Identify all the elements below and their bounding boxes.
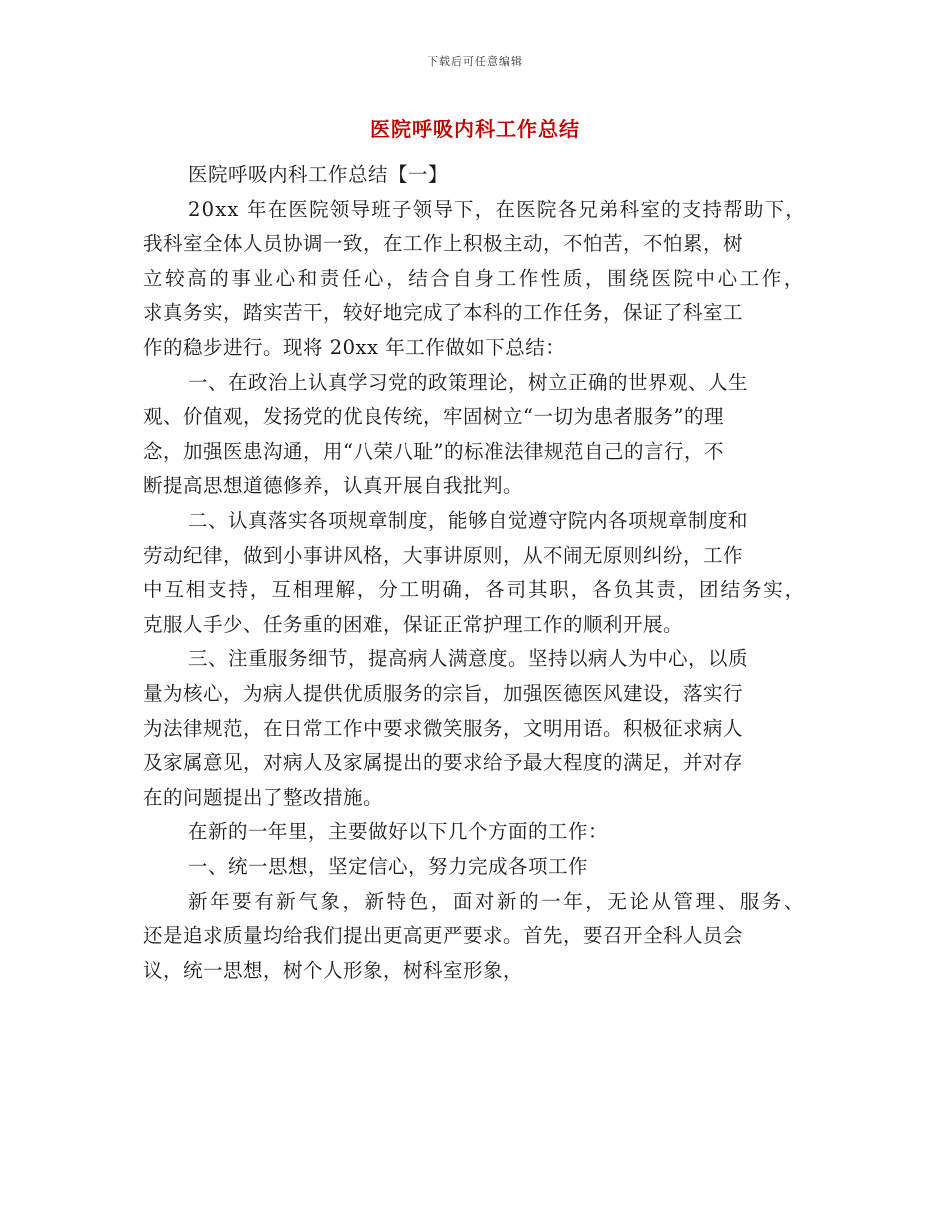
- paragraph-line: 劳动纪律，做到小事讲风格，大事讲原则，从不闹无原则纠纷，工作: [143, 543, 744, 567]
- paragraph-line: 20xx 年在医院领导班子领导下，在医院各兄弟科室的支持帮助下，: [188, 197, 806, 221]
- header-note: 下载后可任意编辑: [427, 55, 523, 68]
- paragraph-line: 二、认真落实各项规章制度，能够自觉遵守院内各项规章制度和: [188, 509, 749, 532]
- paragraph-line: 我科室全体人员协调一致，在工作上积极主动，不怕苦，不怕累，树: [143, 232, 744, 256]
- paragraph-line: 医院呼吸内科工作总结【一】: [188, 163, 449, 186]
- paragraph-line: 在新的一年里，主要做好以下几个方面的工作：: [188, 820, 609, 844]
- paragraph-line: 在的问题提出了整改措施。: [143, 785, 384, 809]
- paragraph-line: 新年要有新气象，新特色，面对新的一年，无论从管理、服务、: [188, 889, 806, 913]
- paragraph-line: 求真务实，踏实苦干，较好地完成了本科的工作任务，保证了科室工: [143, 301, 744, 325]
- paragraph-line: 立较高的事业心和责任心，结合自身工作性质，围绕医院中心工作，: [143, 266, 806, 290]
- paragraph-line: 克服人手少、任务重的困难，保证正常护理工作的顺利开展。: [143, 612, 684, 636]
- paragraph-line: 作的稳步进行。现将 20xx 年工作做如下总结：: [143, 336, 566, 359]
- paragraph-line: 念，加强医患沟通，用“八荣八耻”的标准法律规范自己的言行，不: [143, 439, 724, 463]
- paragraph-line: 一、统一思想，坚定信心，努力完成各项工作: [188, 855, 589, 878]
- paragraph-line: 量为核心，为病人提供优质服务的宗旨，加强医德医风建设，落实行: [143, 682, 744, 705]
- paragraph-line: 为法律规范，在日常工作中要求微笑服务，文明用语。积极征求病人: [143, 716, 744, 740]
- paragraph-line: 观、价值观，发扬党的优良传统，牢固树立“一切为患者服务”的理: [143, 405, 724, 429]
- paragraph-line: 中互相支持，互相理解，分工明确，各司其职，各负其责，团结务实，: [143, 578, 806, 602]
- paragraph-line: 一、在政治上认真学习党的政策理论，树立正确的世界观、人生: [188, 370, 749, 394]
- paragraph-line: 议，统一思想，树个人形象，树科室形象，: [143, 958, 524, 982]
- document-title: 医院呼吸内科工作总结: [370, 117, 580, 141]
- paragraph-line: 断提高思想道德修养，认真开展自我批判。: [143, 474, 524, 498]
- paragraph-line: 还是追求质量均给我们提出更高更严要求。首先，要召开全科人员会: [143, 924, 744, 948]
- paragraph-line: 三、注重服务细节，提高病人满意度。坚持以病人为中心，以质: [188, 647, 749, 671]
- paragraph-line: 及家属意见，对病人及家属提出的要求给予最大程度的满足，并对存: [143, 751, 744, 775]
